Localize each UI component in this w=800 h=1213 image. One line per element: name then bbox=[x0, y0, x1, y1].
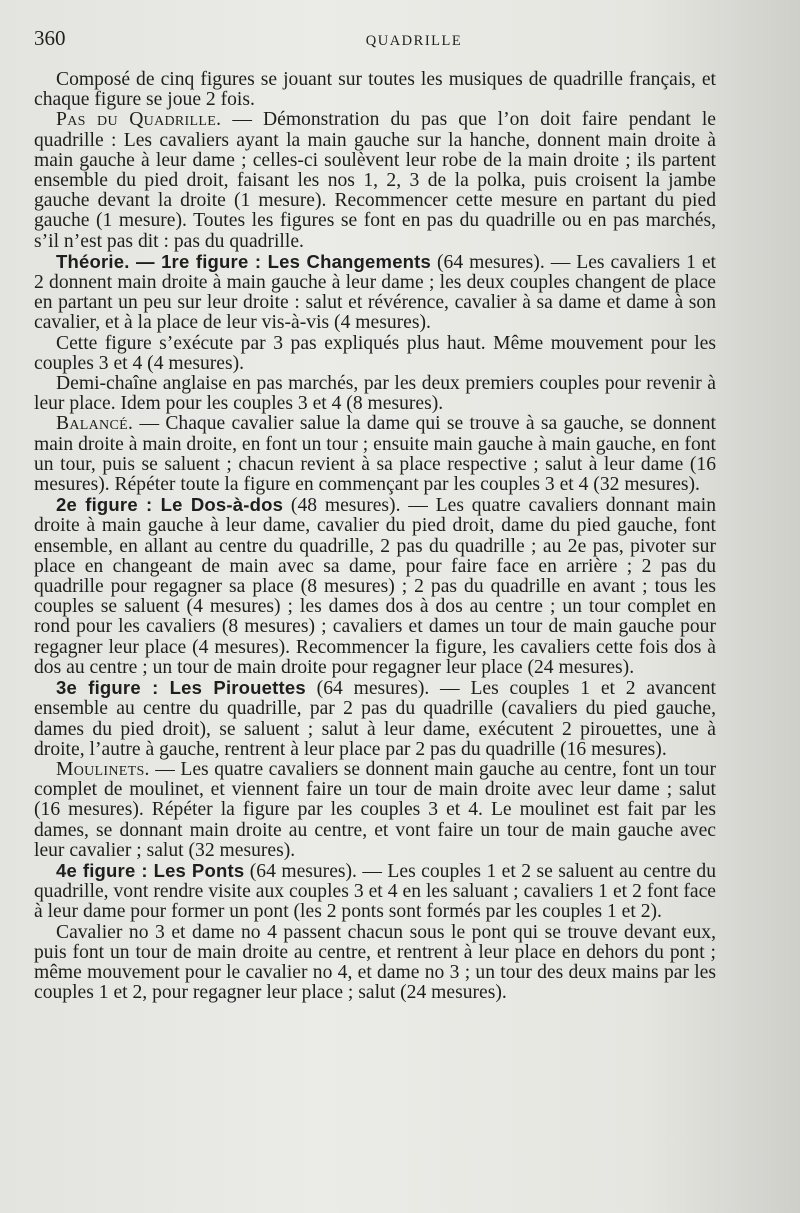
section-lead-pas-du-quadrille: Pas du Quadrille. bbox=[56, 109, 222, 131]
figure-4-heading: 4e figure : Les Ponts bbox=[56, 859, 245, 881]
page-body bbox=[34, 70, 716, 1003]
paragraph-text: — Démonstration du pas que l’on doit faire pendant le quadrille : Les cavaliers ayant la main gauche sur la hanche, donnent main droite à main gauche à leur dame ; celles-ci soulèvent leur robe de la main droite ; ils partent ensemble du pied droit, faisant les nos 1, 2, 3 de la polka, puis croisent la jambe gauche devant la droite (1 mesure). Recommencer cette mesure en partant du pied gauche (1 mesure). Toutes les figures se font en pas du quadrille ou en pas marchés, s’il n’est pas dit : pas du quadrille. bbox=[34, 109, 716, 252]
running-header bbox=[34, 26, 716, 56]
paragraph-text: (64 mesures). — Les couples 1 et 2 se saluent au centre du quadrille, vont rendre visite aux couples 3 et 4 en les saluant ; cavaliers 1 et 2 font face à leur dame pour former un pont (les 2 ponts sont formés par les couples 1 et 2). bbox=[34, 860, 717, 923]
section-lead-balance: Balancé. bbox=[56, 413, 134, 435]
paragraph-text: (64 mesures). — Les couples 1 et 2 avancent ensemble au centre du quadrille, par 2 pas du quadrille (cavaliers du pied gauche, dames du pied droit), se saluent ; salut à leur dame, exécutent 2 pirouettes, une à droite, l’autre à gauche, rentrent à leur place par 2 pas du quadrille (16 mesures). bbox=[34, 678, 716, 760]
paragraph-figure-1-note: Cette figure s’exécute par 3 pas expliqués plus haut. Même mouvement pour les couples 3 et 4 (4 mesures). bbox=[34, 332, 716, 374]
paragraph-figure-1 bbox=[34, 252, 716, 334]
paragraph-text: (64 mesures). — Les cavaliers 1 et 2 donnent main droite à main gauche à leur dame ; les deux couples changent de place en partant un peu sur leur droite : salut et révérence, cavalier à sa dame et dame à son cavalier, et à la place de leur vis-à-vis (4 mesures). bbox=[34, 251, 716, 334]
paragraph-figure-3 bbox=[34, 678, 716, 760]
section-lead-moulinets: Moulinets. bbox=[56, 758, 150, 780]
figure-2-heading: 2e figure : Le Dos-à-dos bbox=[56, 494, 284, 516]
paragraph-text: — Les quatre cavaliers se donnent main gauche au centre, font un tour complet de moulinet, et viennent faire un tour de main droite avec leur dame ; salut (16 mesures). Répéter la figure par les couples 3 et 4. Le moulinet est fait par les dames, se donnant main droite au centre, et vont faire un tour de main gauche avec leur cavalier ; salut (32 mesures). bbox=[34, 758, 716, 861]
paragraph-demi-chaine: Demi-chaîne anglaise en pas marchés, par les deux premiers couples pour revenir à leur place. Idem pour les couples 3 et 4 (8 mesures). bbox=[34, 373, 716, 415]
paragraph-text: (48 mesures). — Les quatre cavaliers donnant main droite à main gauche à leur dame, cavalier du pied droit, dame du pied gauche, font ensemble, en allant au centre du quadrille, 2 pas du quadrille ; au 2e pas, pivoter sur place en changeant de main avec sa dame, pour faire face en arrière ; 2 pas du quadrille pour regagner sa place (8 mesures) ; 2 pas du quadrille en avant ; tous les couples se saluent (4 mesures) ; les dames dos à dos au centre ; un tour complet en rond pour les cavaliers (8 mesures) ; cavaliers et dames un tour de main gauche pour regagner leur place (4 mesures). Recommencer la figure, les cavaliers cette fois dos à dos au centre ; un tour de main droite pour regagner leur place (24 mesures). bbox=[34, 495, 717, 678]
paragraph-figure-4 bbox=[34, 861, 716, 923]
figure-1-heading: Théorie. — 1re figure : Les Changements bbox=[56, 250, 432, 272]
page-number: 360 bbox=[34, 26, 66, 50]
paragraph-balance bbox=[34, 414, 716, 495]
paragraph-moulinets bbox=[34, 760, 716, 861]
paragraph-figure-2 bbox=[34, 495, 716, 678]
paragraph-intro: Composé de cinq figures se jouant sur toutes les musiques de quadrille français, et chaque figure se joue 2 fois. bbox=[34, 69, 716, 111]
paragraph-text: — Chaque cavalier salue la dame qui se trouve à sa gauche, se donnent main droite à main droite, en font un tour ; ensuite main gauche à main gauche, en font un tour, puis se saluent ; chacun revient à sa place respective ; salut à leur dame (16 mesures). Répéter toute la figure en commençant par les couples 3 et 4 (32 mesures). bbox=[34, 413, 716, 496]
paragraph-pas-du-quadrille bbox=[34, 110, 716, 251]
figure-3-heading: 3e figure : Les Pirouettes bbox=[56, 677, 306, 699]
running-title: QUADRILLE bbox=[365, 33, 463, 49]
paragraph-cavalier-3: Cavalier no 3 et dame no 4 passent chacun sous le pont qui se trouve devant eux, puis font un tour de main droite au centre, et rentrent à leur place en dehors du pont ; même mouvement pour le cavalier no 4, et dame no 3 ; un tour des deux mains par les couples 1 et 2, pour regagner leur place ; salut (24 mesures). bbox=[34, 921, 716, 1004]
